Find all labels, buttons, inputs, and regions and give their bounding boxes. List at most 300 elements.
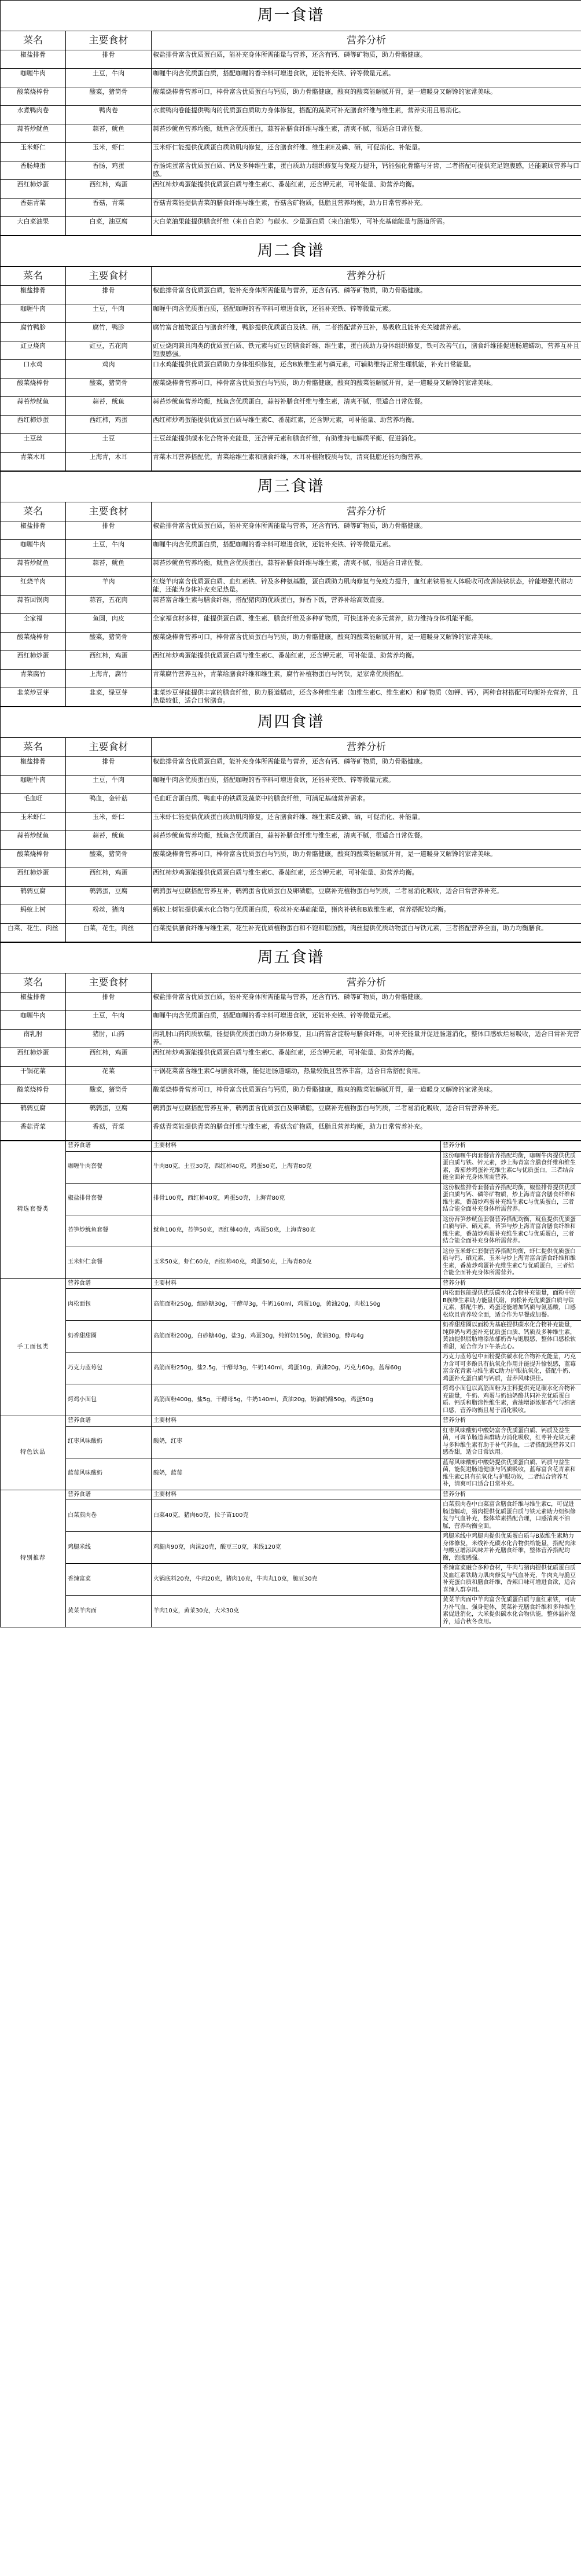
special-item-name: 玉米虾仁套餐 <box>66 1247 152 1278</box>
special-item-analysis: 奶香甜甜圈以面粉为基底提供碳水化合物补充能量，纯鲜奶与鸡蛋补充优质蛋白质、钙质及多种维生素，黄油提供脂肪增添浓郁奶香与饱腹感，整体口感松软香甜，适合作为下午茶点心。 <box>441 1321 581 1353</box>
special-item-name: 奶香甜甜圈 <box>66 1321 152 1353</box>
dish-ingredients: 土豆，牛肉 <box>66 540 152 558</box>
nutrition-analysis: 毛血旺含蛋白质、鸭血中的铁质及蔬菜中的膳食纤维，可满足基础营养需求。 <box>152 794 581 813</box>
nutrition-analysis: 椒盐排骨富含优质蛋白质，能补充身体所需能量与营养，还含有钙、磷等矿物质，助力骨骼健康。 <box>152 286 581 304</box>
menu-row <box>1 905 581 924</box>
dish-ingredients: 上海青，木耳 <box>66 453 152 471</box>
special-item-name: 咖喱牛肉套餐 <box>66 1151 152 1183</box>
special-category: 特色饮品 <box>1 1416 66 1490</box>
dish-name: 土豆丝 <box>1 434 66 453</box>
dish-ingredients: 西红柿，鸡蛋 <box>66 180 152 199</box>
dish-name: 西红柿炒蛋 <box>1 1048 66 1067</box>
column-header-analysis: 营养分析 <box>152 738 581 757</box>
dish-name: 咖喱牛肉 <box>1 540 66 558</box>
dish-name: 腐竹鸭胗 <box>1 323 66 341</box>
dish-ingredients: 白菜，花生，肉丝 <box>66 924 152 942</box>
nutrition-analysis: 鹌鹑蛋与豆腐搭配营养互补，鹌鹑蛋含优质蛋白及卵磷脂，豆腐补充植物蛋白与钙质，二者易消化吸收，适合日常营养补充。 <box>152 1104 581 1122</box>
special-row <box>1 1215 581 1247</box>
special-category: 手工面包类 <box>1 1278 66 1416</box>
menu-row <box>1 50 581 69</box>
menu-row <box>1 813 581 831</box>
nutrition-analysis: 蒜苔炒鱿鱼营养均衡，鱿鱼含优质蛋白，蒜苔补膳食纤维与维生素，清爽不腻，很适合日常佐餐。 <box>152 124 581 143</box>
special-item-analysis: 黄菜羊肉面中羊肉富含优质蛋白质与血红素铁，可助力补气血、强身健体，黄菜补充膳食纤维和多种维生素促进消化，大米提供碳水化合物供能，整体温补滋养，适合秋冬食用。 <box>441 1596 581 1627</box>
menu-row <box>1 633 581 651</box>
special-item-materials: 酸奶，蓝莓 <box>152 1458 441 1490</box>
column-header-analysis: 营养分析 <box>152 973 581 993</box>
dish-ingredients: 粉丝，猪肉 <box>66 905 152 924</box>
dish-ingredients: 蒜苔，鱿鱼 <box>66 831 152 850</box>
column-header-ingredients: 主要食材 <box>66 973 152 993</box>
menu-row <box>1 776 581 794</box>
menu-row <box>1 323 581 341</box>
menu-row <box>1 651 581 670</box>
menu-row <box>1 521 581 540</box>
special-header-materials: 主要材料 <box>152 1278 441 1289</box>
dish-name: 干锅花菜 <box>1 1067 66 1085</box>
dish-ingredients: 白菜，油豆腐 <box>66 217 152 236</box>
dish-name: 大白菜油果 <box>1 217 66 236</box>
nutrition-analysis: 蒜苔炒鱿鱼营养均衡，鱿鱼含优质蛋白，蒜苔补膳食纤维与维生素，清爽不腻，很适合日常佐餐。 <box>152 558 581 577</box>
daily-menu-table <box>0 0 581 236</box>
menu-row <box>1 1104 581 1122</box>
menu-row <box>1 868 581 887</box>
nutrition-analysis: 西红柿炒鸡蛋能提供优质蛋白质与维生素C、番茄红素，还含钾元素，可补能量、助营养均衡。 <box>152 180 581 199</box>
menu-row <box>1 1085 581 1104</box>
day-title: 周三食谱 <box>1 472 581 502</box>
column-header-dish: 菜名 <box>1 267 66 286</box>
dish-ingredients: 蒜苔，鱿鱼 <box>66 124 152 143</box>
dish-ingredients: 鸭血，金针菇 <box>66 794 152 813</box>
special-item-materials: 高筋面粉400g，盐5g，干酵母5g，牛奶140ml，黄油20g，奶油奶酪50g，鸡蛋50g <box>152 1384 441 1416</box>
daily-menus-container <box>0 0 581 1141</box>
nutrition-analysis: 咖喱牛肉含优质蛋白质，搭配咖喱的香辛料可增进食欲，还能补充铁、锌等微量元素。 <box>152 540 581 558</box>
day-title: 周一食谱 <box>1 1 581 31</box>
special-item-materials: 排骨100克，西红柿40克，鸡蛋50克，上海青80克 <box>152 1183 441 1215</box>
special-item-analysis: 这份咖喱牛肉套餐营养搭配均衡，咖喱牛肉提供优质蛋白质与铁、锌元素，炒上海青富含膳食纤维和维生素，番茄炒鸡蛋补充维生素C与优质蛋白，三者结合能全面补充身体所需营养。 <box>441 1151 581 1183</box>
nutrition-analysis: 酸菜烧棒骨营养可口，棒骨富含优质蛋白与钙质，助力骨骼健康，酸爽的酸菜能解腻开胃，是一道暖身又解馋的家常美味。 <box>152 87 581 106</box>
dish-name: 蒜苔炒鱿鱼 <box>1 397 66 416</box>
dish-ingredients: 酸菜，猪筒骨 <box>66 850 152 868</box>
special-row <box>1 1247 581 1278</box>
special-header-recipe: 营养食谱 <box>66 1141 152 1152</box>
dish-name: 青菜木耳 <box>1 453 66 471</box>
special-item-materials: 鸡腿肉90克，肉沫20克，酸豆三0克，米线120克 <box>152 1532 441 1564</box>
dish-name: 蒜苔炒鱿鱼 <box>1 124 66 143</box>
dish-name: 蒜苔炒鱿鱼 <box>1 831 66 850</box>
column-header-row <box>1 31 581 50</box>
nutrition-analysis: 西红柿炒鸡蛋能提供优质蛋白质与维生素C、番茄红素，还含钾元素，可补能量、助营养均衡。 <box>152 1048 581 1067</box>
nutrition-analysis: 韭菜炒豆芽能提供丰富的膳食纤维，助力肠道蠕动，还含多种维生素（如维生素C、维生素K）和矿物质（如钾、钙），两种食材搭配可均衡补充营养，且热量较低，适合日常膳食。 <box>152 688 581 707</box>
dish-ingredients: 酸菜，猪筒骨 <box>66 1085 152 1104</box>
nutrition-analysis: 咖喱牛肉含优质蛋白质，搭配咖喱的香辛料可增进食欲，还能补充铁、锌等微量元素。 <box>152 69 581 87</box>
special-header-recipe: 营养食谱 <box>66 1490 152 1500</box>
special-header-analysis: 营养分析 <box>441 1490 581 1500</box>
daily-menu-table <box>0 471 581 707</box>
nutrition-analysis: 玉米虾仁能提供优质蛋白质助肌肉修复，还含膳食纤维、维生素E及磷、硒，可促消化、补能量。 <box>152 143 581 161</box>
menu-row <box>1 360 581 379</box>
menu-row <box>1 124 581 143</box>
nutrition-analysis: 土豆丝能提供碳水化合物补充能量，还含钾元素和膳食纤维，有助维持电解质平衡、促进消化。 <box>152 434 581 453</box>
nutrition-analysis: 白菜提供膳食纤维与维生素，花生补充优质植物蛋白和不饱和脂肪酸，肉丝提供优质动物蛋白与铁元素，三者搭配营养全面，助力均衡膳食。 <box>152 924 581 942</box>
special-row <box>1 1321 581 1353</box>
nutrition-analysis: 椒盐排骨富含优质蛋白质，能补充身体所需能量与营养，还含有钙、磷等矿物质，助力骨骼健康。 <box>152 993 581 1011</box>
menu-row <box>1 379 581 397</box>
special-item-name: 巧克力蓝莓包 <box>66 1353 152 1384</box>
nutrition-analysis: 口水鸡能提供优质蛋白质助力身体组织修复，还含B族维生素与磷元素，可辅助维持正常生理机能，补充日常能量。 <box>152 360 581 379</box>
column-header-analysis: 营养分析 <box>152 267 581 286</box>
special-row <box>1 1458 581 1490</box>
menu-row <box>1 577 581 596</box>
dish-ingredients: 玉米，虾仁 <box>66 143 152 161</box>
special-item-materials: 牛肉80克，土豆30克，西红柿40克，鸡蛋50克，上海青80克 <box>152 1151 441 1183</box>
menu-row <box>1 540 581 558</box>
day-title-row <box>1 707 581 738</box>
special-sections-container <box>0 1141 581 1627</box>
menu-row <box>1 558 581 577</box>
special-header-row <box>1 1490 581 1500</box>
nutrition-analysis: 酸菜烧棒骨营养可口，棒骨富含优质蛋白与钙质，助力骨骼健康，酸爽的酸菜能解腻开胃，是一道暖身又解馋的家常美味。 <box>152 850 581 868</box>
nutrition-analysis: 蒜苔富含维生素与膳食纤维，搭配猪肉的优质蛋白，鲜香下饭，营养补给高效直接。 <box>152 596 581 614</box>
special-header-materials: 主要材料 <box>152 1416 441 1427</box>
nutrition-analysis: 椒盐排骨富含优质蛋白质，能补充身体所需能量与营养，还含有钙、磷等矿物质，助力骨骼健康。 <box>152 757 581 776</box>
nutrition-analysis: 蒜苔炒鱿鱼营养均衡，鱿鱼含优质蛋白，蒜苔补膳食纤维与维生素，清爽不腻，很适合日常佐餐。 <box>152 831 581 850</box>
nutrition-analysis: 南乳肘山药肉质软糯，能提供优质蛋白助力身体修复，且山药富含淀粉与膳食纤维，可补充能量并促进肠道消化，整体口感软烂易吸收，适合日常补充营养。 <box>152 1030 581 1048</box>
dish-ingredients: 土豆，牛肉 <box>66 304 152 323</box>
special-item-analysis: 肉松面包能提供优质碳水化合物补充能量，面粉中的B族维生素助力能量代谢，肉松补充优质蛋白质与铁元素，搭配牛奶、鸡蛋还能增加钙质与氨基酸，口感松软且营养较全面，适合作为早餐或加餐。 <box>441 1289 581 1321</box>
dish-ingredients: 酸菜，猪筒骨 <box>66 87 152 106</box>
menu-row <box>1 1067 581 1085</box>
special-row <box>1 1183 581 1215</box>
menu-row <box>1 1011 581 1030</box>
special-item-name: 鸡腿米线 <box>66 1532 152 1564</box>
dish-name: 水煮鸭肉卷 <box>1 106 66 124</box>
menu-row <box>1 453 581 471</box>
nutrition-analysis: 酸菜烧棒骨营养可口，棒骨富含优质蛋白与钙质，助力骨骼健康，酸爽的酸菜能解腻开胃，是一道暖身又解馋的家常美味。 <box>152 1085 581 1104</box>
special-item-analysis: 香辣富菜融合多种食材，牛肉与猪肉提供优质蛋白质及血红素铁助力肌肉修复与气血补充，牛肉丸与脆豆补充蛋白质和膳食纤维，香辣口味可增进食欲，适合喜辣人群享用。 <box>441 1564 581 1596</box>
special-header-analysis: 营养分析 <box>441 1278 581 1289</box>
dish-ingredients: 香肠，鸡蛋 <box>66 161 152 180</box>
special-row <box>1 1564 581 1596</box>
menu-row <box>1 887 581 905</box>
menu-row <box>1 850 581 868</box>
dish-name: 酸菜烧棒骨 <box>1 379 66 397</box>
dish-ingredients: 排骨 <box>66 286 152 304</box>
dish-ingredients: 酸菜，猪筒骨 <box>66 379 152 397</box>
special-item-materials: 鱿鱼100克，苔笋50克，西红柿40克，鸡蛋50克，上海青80克 <box>152 1215 441 1247</box>
dish-name: 白菜、花生、肉丝 <box>1 924 66 942</box>
dish-name: 韭菜炒豆芽 <box>1 688 66 707</box>
column-header-row <box>1 738 581 757</box>
menu-row <box>1 757 581 776</box>
special-sections-table <box>0 1141 581 1627</box>
nutrition-analysis: 西红柿炒鸡蛋能提供优质蛋白质与维生素C、番茄红素，还含钾元素，可补能量、助营养均衡。 <box>152 651 581 670</box>
dish-name: 全家福 <box>1 614 66 633</box>
dish-ingredients: 土豆，牛肉 <box>66 69 152 87</box>
dish-name: 咖喱牛肉 <box>1 69 66 87</box>
column-header-dish: 菜名 <box>1 738 66 757</box>
special-header-row <box>1 1416 581 1427</box>
nutrition-analysis: 西红柿炒鸡蛋能提供优质蛋白质与维生素C、番茄红素，还含钾元素，可补能量、助营养均衡。 <box>152 416 581 434</box>
special-item-name: 苔笋炒鱿鱼套餐 <box>66 1215 152 1247</box>
dish-ingredients: 土豆 <box>66 434 152 453</box>
menu-row <box>1 106 581 124</box>
nutrition-analysis: 椒盐排骨富含优质蛋白质，能补充身体所需能量与营养，还含有钙、磷等矿物质，助力骨骼健康。 <box>152 50 581 69</box>
nutrition-analysis: 大白菜油果能提供膳食纤维（来自白菜）与碳水、少量蛋白质（来自油果），可补充基础能量与肠道所需。 <box>152 217 581 236</box>
dish-ingredients: 酸菜，猪筒骨 <box>66 633 152 651</box>
dish-ingredients: 土豆，牛肉 <box>66 1011 152 1030</box>
nutrition-analysis: 蚂蚁上树能提供碳水化合物与优质蛋白质，粉丝补充基础能量，猪肉补铁和B族维生素，营养搭配较均衡。 <box>152 905 581 924</box>
special-item-name: 黄菜羊肉面 <box>66 1596 152 1627</box>
day-title-row <box>1 1 581 31</box>
menu-row <box>1 596 581 614</box>
special-item-materials: 高筋面粉250g，细砂糖30g，干酵母3g，牛奶160ml，鸡蛋10g，黄油20g，肉松150g <box>152 1289 441 1321</box>
nutrition-analysis: 酸菜烧棒骨营养可口，棒骨富含优质蛋白与钙质，助力骨骼健康，酸爽的酸菜能解腻开胃，是一道暖身又解馋的家常美味。 <box>152 379 581 397</box>
special-item-materials: 酸奶，红枣 <box>152 1426 441 1458</box>
dish-name: 蒜苔回锅肉 <box>1 596 66 614</box>
dish-name: 咖喱牛肉 <box>1 776 66 794</box>
special-item-materials: 高筋面粉250g，盐2.5g，干酵母3g，牛奶140ml，鸡蛋10g，黄油20g，巧克力60g，蓝莓60g <box>152 1353 441 1384</box>
special-item-name: 白菜煎肉卷 <box>66 1500 152 1532</box>
menu-row <box>1 304 581 323</box>
special-item-materials: 玉米50克，虾仁60克，西红柿40克，鸡蛋50克，上海青80克 <box>152 1247 441 1278</box>
dish-ingredients: 玉米，虾仁 <box>66 813 152 831</box>
special-item-materials: 高筋面粉200g，白砂糖40g，盐3g，鸡蛋30g，纯鲜奶150g，黄油30g，酵母4g <box>152 1321 441 1353</box>
column-header-row <box>1 502 581 521</box>
nutrition-analysis: 青菜木耳营养搭配优，青菜给维生素和膳食纤维，木耳补植物胶质与铁，清爽低脂还能均衡营养。 <box>152 453 581 471</box>
dish-name: 鹌鹑豆腐 <box>1 887 66 905</box>
menu-row <box>1 286 581 304</box>
menu-row <box>1 161 581 180</box>
menu-row <box>1 69 581 87</box>
dish-name: 酸菜烧棒骨 <box>1 850 66 868</box>
dish-ingredients: 鸡肉 <box>66 360 152 379</box>
dish-name: 西红柿炒蛋 <box>1 416 66 434</box>
dish-name: 南乳肘 <box>1 1030 66 1048</box>
nutrition-analysis: 咖喱牛肉含优质蛋白质，搭配咖喱的香辛料可增进食欲，还能补充铁、锌等微量元素。 <box>152 304 581 323</box>
column-header-analysis: 营养分析 <box>152 502 581 521</box>
dish-name: 鹌鹑豆腐 <box>1 1104 66 1122</box>
special-header-materials: 主要材料 <box>152 1141 441 1152</box>
dish-name: 香菇青菜 <box>1 199 66 217</box>
special-item-analysis: 巧克力蓝莓包中面粉提供碳水化合物补充能量，巧克力含可可多酚具有抗氧化作用并能提升愉悦感，蓝莓富含花青素与维生素C助力护眼抗氧化，搭配牛奶、鸡蛋补充蛋白质与钙质，营养风味俱佳。 <box>441 1353 581 1384</box>
special-row <box>1 1384 581 1416</box>
dish-ingredients: 香菇，青菜 <box>66 1122 152 1141</box>
dish-ingredients: 西红柿，鸡蛋 <box>66 416 152 434</box>
menu-row <box>1 1048 581 1067</box>
special-item-analysis: 这份玉米虾仁套餐营养搭配均衡，虾仁提供优质蛋白质与钙、硒元素，玉米与炒上海青富含膳食纤维和维生素，番茄炒鸡蛋补充维生素C与优质蛋白，三者结合能全面补充身体所需营养。 <box>441 1247 581 1278</box>
special-header-row <box>1 1141 581 1152</box>
dish-ingredients: 西红柿，鸡蛋 <box>66 1048 152 1067</box>
special-row <box>1 1426 581 1458</box>
special-item-name: 肉松面包 <box>66 1289 152 1321</box>
dish-name: 口水鸡 <box>1 360 66 379</box>
dish-name: 香肠炖蛋 <box>1 161 66 180</box>
special-header-analysis: 营养分析 <box>441 1141 581 1152</box>
dish-name: 蚂蚁上树 <box>1 905 66 924</box>
dish-ingredients: 猪肘，山药 <box>66 1030 152 1048</box>
special-item-name: 蓝莓风味酸奶 <box>66 1458 152 1490</box>
dish-name: 西红柿炒蛋 <box>1 868 66 887</box>
dish-ingredients: 西红柿，鸡蛋 <box>66 868 152 887</box>
nutrition-analysis: 玉米虾仁能提供优质蛋白质助肌肉修复，还含膳食纤维、维生素E及磷、硒，可促消化、补能量。 <box>152 813 581 831</box>
special-item-analysis: 鸡腿米线中鸡腿肉提供优质蛋白质与B族维生素助力身体修复，米线补充碳水化合物供给能量，搭配肉沫与酸豆增添风味并补充膳食纤维，整体营养搭配均衡，饱腹感强。 <box>441 1532 581 1564</box>
dish-ingredients: 花菜 <box>66 1067 152 1085</box>
special-row <box>1 1353 581 1384</box>
nutrition-analysis: 香菇青菜能提供青菜的膳食纤维与维生素，香菇含矿物质，低脂且营养均衡，助力日常营养补充。 <box>152 1122 581 1141</box>
day-title: 周四食谱 <box>1 707 581 738</box>
dish-ingredients: 上海青，腐竹 <box>66 670 152 688</box>
menu-row <box>1 341 581 360</box>
dish-name: 红烧羊肉 <box>1 577 66 596</box>
menu-row <box>1 199 581 217</box>
menu-row <box>1 670 581 688</box>
special-item-materials: 羊肉10克，黄菜30克，大米30克 <box>152 1596 441 1627</box>
menu-row <box>1 143 581 161</box>
dish-ingredients: 蒜苔，鱿鱼 <box>66 397 152 416</box>
column-header-ingredients: 主要食材 <box>66 502 152 521</box>
dish-name: 酸菜烧棒骨 <box>1 633 66 651</box>
special-item-analysis: 这份苔笋炒鱿鱼套餐营养搭配均衡，鱿鱼提供优质蛋白质与锌、硒元素，苔笋与炒上海青富含膳食纤维和维生素，番茄炒鸡蛋补充维生素C与优质蛋白，三者结合能全面补充身体所需营养。 <box>441 1215 581 1247</box>
day-title: 周二食谱 <box>1 236 581 267</box>
dish-ingredients: 西红柿，鸡蛋 <box>66 651 152 670</box>
nutrition-analysis: 青菜腐竹营养互补，青菜给膳食纤维和维生素，腐竹补植物蛋白与钙铁，是家常优质搭配。 <box>152 670 581 688</box>
special-header-analysis: 营养分析 <box>441 1416 581 1427</box>
dish-ingredients: 鸭肉卷 <box>66 106 152 124</box>
special-item-analysis: 白菜煎肉卷中白菜富含膳食纤维与维生素C，可促进肠道蠕动，猪肉提供优质蛋白质与铁元素助力组织修复与气血补充，整体荤素搭配合理，口感清爽不油腻，营养均衡全面。 <box>441 1500 581 1532</box>
dish-ingredients: 香菇，青菜 <box>66 199 152 217</box>
special-header-recipe: 营养食谱 <box>66 1278 152 1289</box>
special-item-name: 椒盐排骨套餐 <box>66 1183 152 1215</box>
nutrition-analysis: 椒盐排骨富含优质蛋白质，能补充身体所需能量与营养，还含有钙、磷等矿物质，助力骨骼健康。 <box>152 521 581 540</box>
special-header-recipe: 营养食谱 <box>66 1416 152 1427</box>
column-header-ingredients: 主要食材 <box>66 738 152 757</box>
column-header-row <box>1 267 581 286</box>
dish-ingredients: 羊肉 <box>66 577 152 596</box>
dish-name: 椒盐排骨 <box>1 286 66 304</box>
special-item-materials: 火锅底料20克，牛肉20克，猪肉10克，牛肉丸10克，脆豆30克 <box>152 1564 441 1596</box>
dish-name: 青菜腐竹 <box>1 670 66 688</box>
nutrition-analysis: 香菇青菜能提供青菜的膳食纤维与维生素，香菇含矿物质，低脂且营养均衡，助力日常营养补充。 <box>152 199 581 217</box>
menu-row <box>1 688 581 707</box>
nutrition-analysis: 咖喱牛肉含优质蛋白质，搭配咖喱的香辛料可增进食欲，还能补充铁、锌等微量元素。 <box>152 776 581 794</box>
menu-row <box>1 1030 581 1048</box>
special-header-row <box>1 1278 581 1289</box>
special-header-materials: 主要材料 <box>152 1490 441 1500</box>
special-item-analysis: 这份椒盐排骨套餐营养搭配均衡，椒盐排骨提供优质蛋白质与钙、磷等矿物质，炒上海青富含膳食纤维和维生素，番茄炒鸡蛋补充维生素C与优质蛋白，三者结合能全面补充身体所需营养。 <box>441 1183 581 1215</box>
dish-ingredients: 韭菜，绿豆芽 <box>66 688 152 707</box>
daily-menu-table <box>0 707 581 942</box>
special-row <box>1 1289 581 1321</box>
menu-row <box>1 180 581 199</box>
special-item-analysis: 红枣风味酸奶中酸奶富含优质蛋白质、钙质及益生菌，可调节肠道菌群助力消化吸收，红枣补充铁元素与多种维生素有助于补气养血，二者搭配既营养又口感香甜，适合日常饮用。 <box>441 1426 581 1458</box>
menu-row <box>1 416 581 434</box>
day-title-row <box>1 236 581 267</box>
dish-name: 蒜苔炒鱿鱼 <box>1 558 66 577</box>
special-item-name: 香辣富菜 <box>66 1564 152 1596</box>
dish-name: 西红柿炒蛋 <box>1 651 66 670</box>
nutrition-analysis: 干锅花菜富含维生素C与膳食纤维，能促进肠道蠕动，热量较低且营养丰富，适合日常搭配食用。 <box>152 1067 581 1085</box>
dish-ingredients: 土豆，牛肉 <box>66 776 152 794</box>
nutrition-analysis: 酸菜烧棒骨营养可口，棒骨富含优质蛋白与钙质，助力骨骼健康，酸爽的酸菜能解腻开胃，是一道暖身又解馋的家常美味。 <box>152 633 581 651</box>
nutrition-analysis: 鹌鹑蛋与豆腐搭配营养互补，鹌鹑蛋含优质蛋白及卵磷脂，豆腐补充植物蛋白与钙质，二者易消化吸收，适合日常营养补充。 <box>152 887 581 905</box>
nutrition-analysis: 西红柿炒鸡蛋能提供优质蛋白质与维生素C、番茄红素，还含钾元素，可补能量、助营养均衡。 <box>152 868 581 887</box>
dish-ingredients: 排骨 <box>66 521 152 540</box>
nutrition-analysis: 红烧羊肉富含优质蛋白质、血红素铁、锌及多种氨基酸，蛋白质助力肌肉修复与免疫力提升，血红素铁易被人体吸收可改善缺铁状态，锌能增强代谢功能，还能为身体补充充足热量。 <box>152 577 581 596</box>
nutrition-analysis: 香肠炖蛋富含优质蛋白质、钙及多种维生素，蛋白质助力组织修复与免疫力提升，钙能强化骨骼与牙齿，二者搭配可提供充足饱腹感，还能兼顾营养与口感。 <box>152 161 581 180</box>
dish-name: 椒盐排骨 <box>1 993 66 1011</box>
special-item-analysis: 蓝莓风味酸奶中酸奶提供优质蛋白质、钙质与益生菌，能促进肠道健康与钙质吸收，蓝莓富含花青素和维生素C具有抗氧化与护眼功效，二者结合营养互补，清爽可口适合日常补充。 <box>441 1458 581 1490</box>
special-item-name: 烤鸡小面包 <box>66 1384 152 1416</box>
day-title: 周五食谱 <box>1 943 581 973</box>
column-header-analysis: 营养分析 <box>152 31 581 50</box>
menu-row <box>1 614 581 633</box>
dish-ingredients: 蒜苔，鱿鱼 <box>66 558 152 577</box>
dish-ingredients: 排骨 <box>66 50 152 69</box>
menu-row <box>1 831 581 850</box>
special-item-analysis: 烤鸡小面包以高筋面粉为主料提供充足碳水化合物补充能量，牛奶、鸡蛋与奶油奶酪共同补充优质蛋白质、钙质和脂溶性维生素，黄油增添浓郁香气与绵密口感，营养均衡且易于消化吸收。 <box>441 1384 581 1416</box>
menu-row <box>1 1122 581 1141</box>
column-header-ingredients: 主要食材 <box>66 267 152 286</box>
dish-ingredients: 鱼圆，肉皮 <box>66 614 152 633</box>
dish-ingredients: 排骨 <box>66 993 152 1011</box>
column-header-row <box>1 973 581 993</box>
dish-ingredients: 鹌鹑蛋，豆腐 <box>66 1104 152 1122</box>
daily-menu-table <box>0 942 581 1141</box>
menu-row <box>1 993 581 1011</box>
special-row <box>1 1500 581 1532</box>
dish-name: 玉米虾仁 <box>1 813 66 831</box>
special-row <box>1 1151 581 1183</box>
special-category: 特别推荐 <box>1 1490 66 1627</box>
dish-name: 西红柿炒蛋 <box>1 180 66 199</box>
nutrition-analysis: 全家福食材多样，能提供蛋白质、维生素、膳食纤维及多种矿物质，可快速补充多元营养，助力维持身体机能平衡。 <box>152 614 581 633</box>
menu-row <box>1 397 581 416</box>
daily-menu-table <box>0 236 581 471</box>
dish-ingredients: 豇豆，五花肉 <box>66 341 152 360</box>
dish-name: 椒盐排骨 <box>1 757 66 776</box>
column-header-dish: 菜名 <box>1 31 66 50</box>
menu-row <box>1 434 581 453</box>
dish-name: 香菇青菜 <box>1 1122 66 1141</box>
day-title-row <box>1 943 581 973</box>
special-category: 精选套餐类 <box>1 1141 66 1279</box>
column-header-dish: 菜名 <box>1 973 66 993</box>
menu-row <box>1 87 581 106</box>
dish-name: 咖喱牛肉 <box>1 304 66 323</box>
special-row <box>1 1596 581 1627</box>
nutrition-analysis: 蒜苔炒鱿鱼营养均衡，鱿鱼含优质蛋白，蒜苔补膳食纤维与维生素，清爽不腻，很适合日常佐餐。 <box>152 397 581 416</box>
nutrition-analysis: 咖喱牛肉含优质蛋白质，搭配咖喱的香辛料可增进食欲，还能补充铁、锌等微量元素。 <box>152 1011 581 1030</box>
column-header-dish: 菜名 <box>1 502 66 521</box>
dish-ingredients: 排骨 <box>66 757 152 776</box>
dish-name: 豇豆烧肉 <box>1 341 66 360</box>
dish-ingredients: 鹌鹑蛋，豆腐 <box>66 887 152 905</box>
nutrition-analysis: 豇豆烧肉兼具肉类的优质蛋白质、铁元素与豇豆的膳食纤维、维生素，蛋白质助力身体组织修复，铁可改善气血，膳食纤维能促进肠道蠕动，营养互补且饱腹感强。 <box>152 341 581 360</box>
dish-name: 咖喱牛肉 <box>1 1011 66 1030</box>
special-item-materials: 白菜40克，猪肉60克，拉子苗100克 <box>152 1500 441 1532</box>
dish-name: 毛血旺 <box>1 794 66 813</box>
dish-ingredients: 腐竹，鸭胗 <box>66 323 152 341</box>
special-item-name: 红枣风味酸奶 <box>66 1426 152 1458</box>
menu-row <box>1 217 581 236</box>
menu-row <box>1 794 581 813</box>
dish-name: 酸菜烧棒骨 <box>1 87 66 106</box>
day-title-row <box>1 472 581 502</box>
menu-row <box>1 924 581 942</box>
dish-ingredients: 蒜苔，五花肉 <box>66 596 152 614</box>
nutrition-analysis: 腐竹富含植物蛋白与膳食纤维，鸭胗提供优质蛋白及铁、硒，二者搭配营养互补，易吸收且能补充关键营养素。 <box>152 323 581 341</box>
special-row <box>1 1532 581 1564</box>
